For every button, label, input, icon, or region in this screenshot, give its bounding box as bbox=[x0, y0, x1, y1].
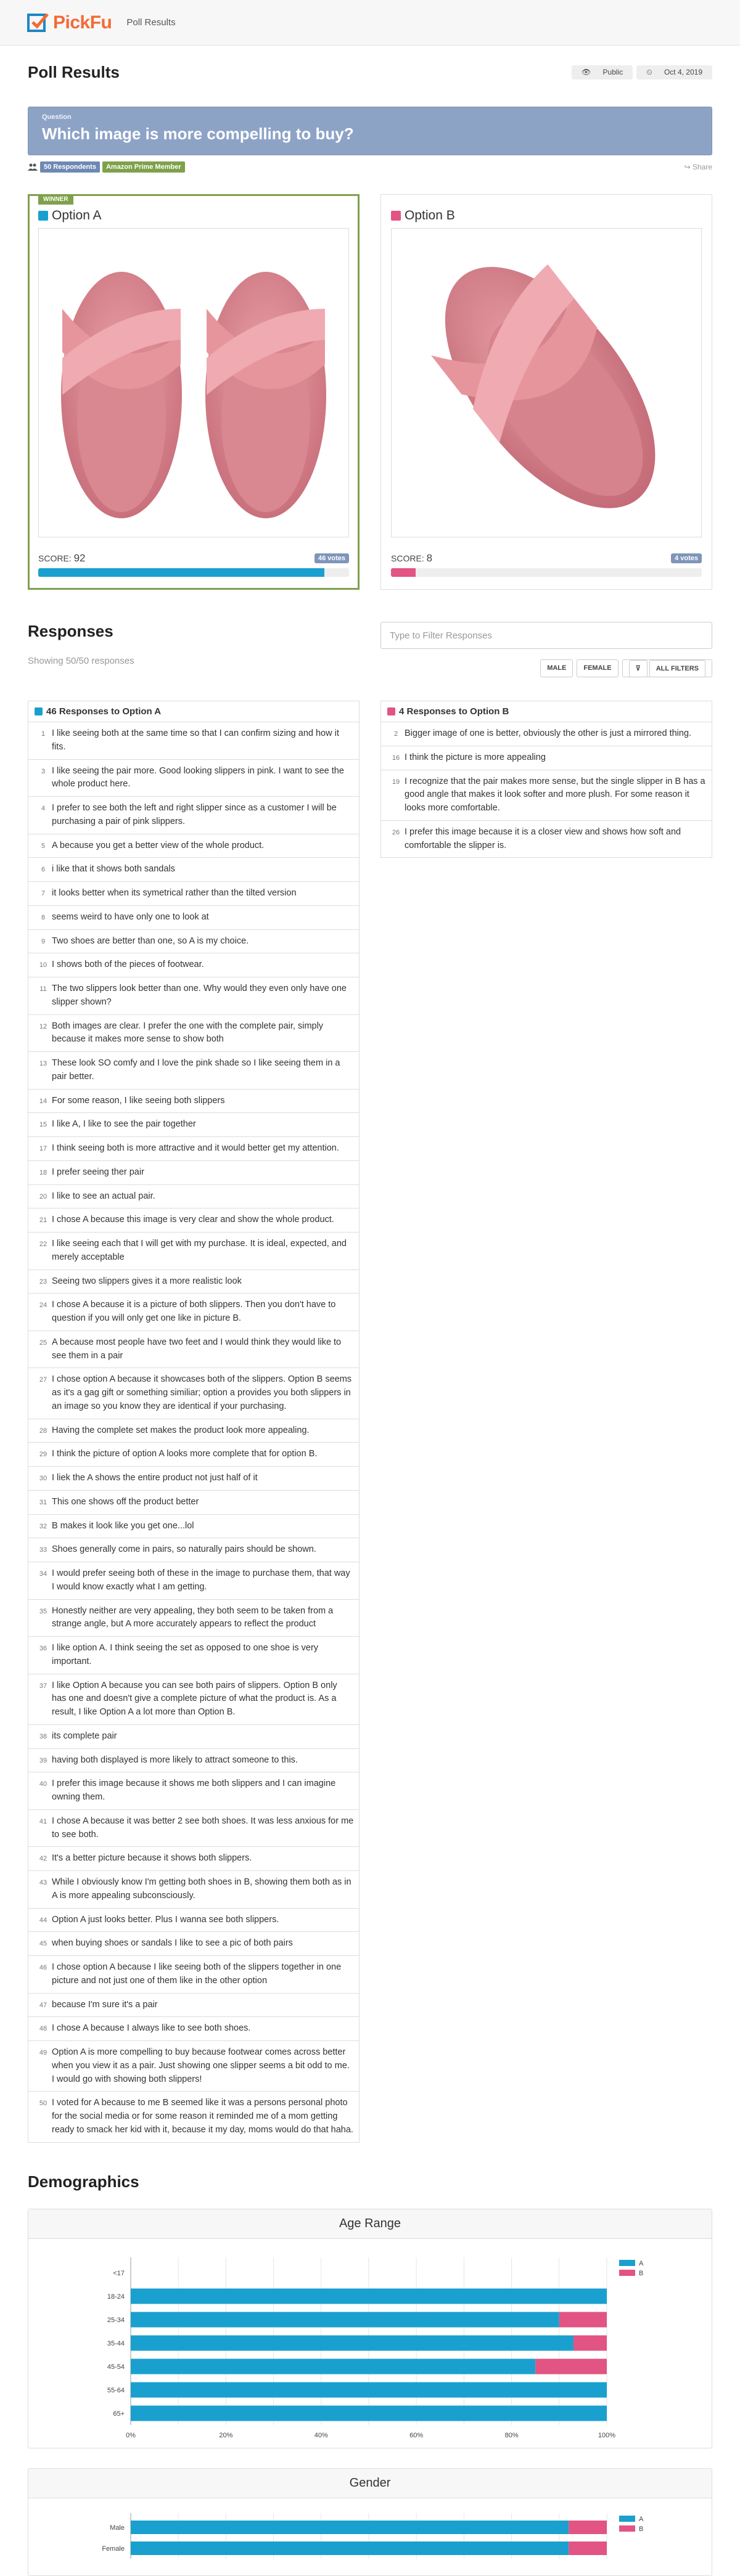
filter-icon: ⊽ bbox=[629, 660, 648, 677]
female-filter-button[interactable]: FEMALE bbox=[577, 659, 618, 677]
response-text: While I obviously know I'm getting both shoes in B, showing them both as in A is more appealing subconsciously. bbox=[52, 1877, 352, 1901]
response-number: 35 bbox=[39, 1607, 47, 1615]
response-item bbox=[28, 1491, 359, 1515]
response-number: 37 bbox=[39, 1682, 47, 1690]
response-text: Option A is more compelling to buy because footwear comes across better when you view it as a pair. Just showing one slipper seems a bit odd to me. I would go with showing both slippers! bbox=[52, 2047, 350, 2084]
score-value: 8 bbox=[426, 552, 433, 564]
response-text: I prefer this image because it is a closer view and shows how soft and comfortable the slipper is. bbox=[405, 826, 681, 850]
response-item bbox=[28, 1871, 359, 1909]
response-text: I prefer seeing ther pair bbox=[52, 1167, 144, 1177]
option-b-responses-header bbox=[381, 701, 712, 722]
response-item bbox=[381, 821, 712, 858]
response-item bbox=[28, 722, 359, 760]
response-text: its complete pair bbox=[52, 1730, 117, 1741]
response-text: I liek the A shows the entire product not just half of it bbox=[52, 1473, 258, 1483]
response-number: 13 bbox=[39, 1060, 47, 1067]
response-text: I chose A because it was better 2 see both shoes. It was less anxious for me to see both. bbox=[52, 1816, 354, 1840]
response-text: I recognize that the pair makes more sense, but the single slipper in B has a good angle that makes it look softer and more plush. For some reason it looks more comfortable. bbox=[405, 776, 705, 813]
score-label: SCORE: bbox=[391, 553, 424, 563]
category-label: 45-54 bbox=[107, 2363, 125, 2371]
bar-b bbox=[569, 2521, 607, 2534]
responses-count: Showing 50/50 responses bbox=[28, 656, 134, 666]
response-number: 32 bbox=[39, 1522, 47, 1530]
option-b-responses-title: 4 Responses to Option B bbox=[399, 706, 509, 717]
response-number: 42 bbox=[39, 1855, 47, 1863]
response-text: I think the picture is more appealing bbox=[405, 752, 546, 762]
option-b-name: Option B bbox=[405, 208, 455, 222]
bar-a bbox=[131, 2541, 569, 2555]
option-b-card[interactable] bbox=[380, 194, 712, 590]
response-text: A because you get a better view of the whole product. bbox=[52, 840, 265, 850]
response-item bbox=[28, 1847, 359, 1871]
response-item bbox=[28, 1909, 359, 1933]
response-text: I chose option A because I like seeing both of the slippers together in one picture and not just one of them like in the other option bbox=[52, 1962, 342, 1986]
response-item bbox=[28, 906, 359, 930]
option-a-responses-title: 46 Responses to Option A bbox=[46, 706, 162, 717]
category-label: 35-44 bbox=[107, 2339, 125, 2347]
single-slipper-image bbox=[401, 235, 691, 531]
legend-label-b: B bbox=[639, 2525, 644, 2533]
response-number: 2 bbox=[393, 730, 398, 738]
all-filters-text: ALL FILTERS bbox=[649, 660, 705, 677]
response-number: 12 bbox=[39, 1022, 47, 1030]
response-number: 47 bbox=[39, 2001, 47, 2009]
x-tick-label: 100% bbox=[598, 2431, 616, 2439]
option-b-swatch bbox=[387, 707, 395, 715]
legend-swatch-a bbox=[619, 2516, 635, 2522]
response-number: 7 bbox=[41, 890, 46, 897]
age-range-chart-svg bbox=[28, 2239, 712, 2445]
all-filters-button[interactable] bbox=[622, 659, 712, 677]
category-label: 25-34 bbox=[107, 2316, 125, 2324]
poll-tags bbox=[28, 161, 712, 173]
response-number: 36 bbox=[39, 1645, 47, 1652]
response-number: 29 bbox=[39, 1451, 47, 1459]
option-b-score-fill bbox=[391, 568, 416, 577]
bar-b bbox=[559, 2312, 607, 2327]
legend-label-a: A bbox=[639, 2259, 644, 2267]
option-a-name: Option A bbox=[52, 208, 102, 222]
response-item bbox=[28, 1137, 359, 1161]
score-value: 92 bbox=[73, 552, 86, 564]
pickfu-logo[interactable] bbox=[27, 12, 112, 33]
response-item bbox=[28, 1538, 359, 1562]
response-item bbox=[28, 1294, 359, 1331]
bar-b bbox=[535, 2358, 607, 2374]
page-title: Poll Results bbox=[28, 63, 120, 81]
bar-a bbox=[131, 2335, 574, 2350]
response-number: 10 bbox=[39, 961, 47, 969]
date-text: Oct 4, 2019 bbox=[659, 65, 707, 79]
response-text: I like A, I like to see the pair together bbox=[52, 1119, 196, 1130]
x-tick-label: 80% bbox=[504, 2431, 519, 2439]
response-item bbox=[28, 1419, 359, 1443]
response-number: 28 bbox=[39, 1427, 47, 1435]
response-text: I chose A because it is a picture of both slippers. Then you don't have to question if you will only get one like in picture B. bbox=[52, 1300, 336, 1323]
response-text: Having the complete set makes the product look more appealing. bbox=[52, 1425, 310, 1435]
response-item bbox=[28, 1674, 359, 1725]
response-item bbox=[28, 1810, 359, 1848]
response-item bbox=[28, 1932, 359, 1956]
option-a-score bbox=[38, 552, 86, 565]
option-b-swatch bbox=[391, 211, 401, 221]
option-a-responses bbox=[28, 701, 360, 2143]
response-number: 38 bbox=[39, 1732, 47, 1740]
male-filter-button[interactable]: MALE bbox=[540, 659, 573, 677]
poll-meta bbox=[572, 65, 712, 79]
responses-header bbox=[28, 622, 712, 677]
response-text: Option A just looks better. Plus I wanna see both slippers. bbox=[52, 1914, 279, 1925]
clock-icon: ⏲ bbox=[641, 65, 657, 79]
response-number: 34 bbox=[39, 1570, 47, 1578]
age-range-chart bbox=[28, 2209, 712, 2448]
response-text: Two shoes are better than one, so A is my choice. bbox=[52, 935, 249, 946]
top-nav bbox=[0, 0, 740, 46]
response-text: I voted for A because to me B seemed like it was a persons personal photo for the social media or for some reason it reminded me of a mom getting ready to smack her kid with it, because it my day, moms would do that haha. bbox=[52, 2098, 353, 2135]
response-text: I would prefer seeing both of these in the image to purchase them, that way I would know exactly what I am getting. bbox=[52, 1568, 350, 1592]
response-text: it looks better when its symetrical rather than the tilted version bbox=[52, 888, 297, 898]
option-b-score-row bbox=[391, 552, 702, 565]
response-item bbox=[28, 882, 359, 906]
response-item bbox=[28, 930, 359, 954]
response-number: 20 bbox=[39, 1192, 47, 1200]
category-label: <17 bbox=[113, 2269, 125, 2277]
option-b-responses bbox=[380, 701, 712, 858]
response-number: 3 bbox=[41, 767, 46, 775]
respondents-tag: 50 Respondents bbox=[40, 161, 100, 173]
option-b-header bbox=[391, 208, 702, 223]
option-b-image[interactable] bbox=[391, 228, 702, 537]
response-text: Bigger image of one is better, obviously the other is just a mirrored thing. bbox=[405, 728, 692, 738]
option-a-score-bar bbox=[38, 568, 349, 577]
question-text: Which image is more compelling to buy? bbox=[42, 124, 354, 143]
option-a-score-row bbox=[38, 552, 349, 565]
response-number: 26 bbox=[392, 828, 400, 836]
response-item bbox=[28, 1185, 359, 1209]
response-number: 9 bbox=[41, 937, 46, 945]
option-a-header bbox=[38, 208, 349, 223]
bar-a bbox=[131, 2288, 607, 2304]
response-number: 46 bbox=[39, 1964, 47, 1971]
response-number: 15 bbox=[39, 1121, 47, 1129]
response-item bbox=[28, 1209, 359, 1233]
response-text: I like Option A because you can see both pairs of slippers. Option B only has one and doesn't give a complete picture of what the product is. As a result, I like Option A a lot more than Option B. bbox=[52, 1680, 337, 1717]
response-text: This one shows off the product better bbox=[52, 1496, 199, 1507]
legend-label-b: B bbox=[639, 2269, 644, 2277]
response-number: 30 bbox=[39, 1475, 47, 1482]
option-a-score-fill bbox=[38, 568, 324, 577]
option-b-score-bar bbox=[391, 568, 702, 577]
response-text: I like seeing both at the same time so that I can confirm sizing and how it fits. bbox=[52, 728, 339, 752]
response-number: 14 bbox=[39, 1097, 47, 1105]
bar-a bbox=[131, 2382, 607, 2397]
response-text: Seeing two slippers gives it a more realistic look bbox=[52, 1276, 242, 1286]
winner-badge: WINNER bbox=[38, 194, 73, 205]
response-number: 19 bbox=[392, 778, 400, 786]
response-item bbox=[28, 953, 359, 977]
response-item bbox=[28, 1600, 359, 1637]
response-text: I think seeing both is more attractive and it would better get my attention. bbox=[52, 1143, 339, 1153]
response-text: Honestly neither are very appealing, they both seem to be taken from a strange angle, but A more accurately appears to reflect the product bbox=[52, 1605, 334, 1629]
response-item bbox=[28, 2041, 359, 2092]
brand-name: PickFu bbox=[53, 12, 112, 33]
option-a-swatch bbox=[38, 211, 48, 221]
response-item bbox=[28, 1956, 359, 1994]
response-text: I prefer to see both the left and right slipper since as a customer I will be purchasing a pair of pink slippers. bbox=[52, 803, 337, 826]
legend-swatch-a bbox=[619, 2260, 635, 2266]
visibility-text: Public bbox=[598, 65, 628, 79]
responses-columns bbox=[28, 701, 712, 2143]
response-number: 41 bbox=[39, 1817, 47, 1825]
response-item bbox=[28, 1467, 359, 1491]
x-tick-label: 20% bbox=[219, 2431, 233, 2439]
response-text: when buying shoes or sandals I like to see a pic of both pairs bbox=[52, 1938, 293, 1949]
response-text: These look SO comfy and I love the pink shade so I like seeing them in a pair better. bbox=[52, 1058, 340, 1082]
response-item bbox=[28, 1368, 359, 1419]
response-item bbox=[28, 760, 359, 797]
response-number: 22 bbox=[39, 1241, 47, 1248]
option-b-votes: 4 votes bbox=[671, 553, 702, 563]
option-a-image[interactable] bbox=[38, 228, 349, 537]
response-number: 33 bbox=[39, 1546, 47, 1554]
response-number: 27 bbox=[39, 1376, 47, 1384]
response-number: 21 bbox=[39, 1217, 47, 1225]
option-a-votes: 46 votes bbox=[314, 553, 349, 563]
option-a-card[interactable] bbox=[28, 194, 360, 590]
category-label: Male bbox=[110, 2524, 125, 2532]
share-icon: ↪ bbox=[684, 163, 691, 171]
response-number: 44 bbox=[39, 1916, 47, 1924]
response-text: The two slippers look better than one. Why would they even only have one slipper shown? bbox=[52, 984, 347, 1007]
response-item bbox=[28, 1270, 359, 1294]
response-item bbox=[28, 1772, 359, 1810]
filter-buttons bbox=[380, 659, 712, 677]
response-text: I chose A because this image is very clear and show the whole product. bbox=[52, 1215, 334, 1225]
share-link[interactable] bbox=[684, 163, 712, 171]
response-text: I chose A because I always like to see both shoes. bbox=[52, 2023, 251, 2034]
response-text: having both displayed is more likely to attract someone to this. bbox=[52, 1755, 298, 1765]
option-b-score bbox=[391, 552, 432, 565]
response-text: A because most people have two feet and I would think they would like to see them in a pair bbox=[52, 1337, 342, 1361]
response-item bbox=[381, 770, 712, 821]
response-text: I think the picture of option A looks more complete that for option B. bbox=[52, 1449, 318, 1459]
legend-swatch-b bbox=[619, 2525, 635, 2532]
response-text: I like option A. I think seeing the set as opposed to one shoe is very important. bbox=[52, 1643, 319, 1666]
response-item bbox=[28, 1233, 359, 1270]
response-text: Shoes generally come in pairs, so naturally pairs should be shown. bbox=[52, 1544, 316, 1555]
slipper-pair-image bbox=[49, 241, 339, 524]
response-number: 23 bbox=[39, 1278, 47, 1286]
response-number: 48 bbox=[39, 2025, 47, 2033]
response-item bbox=[28, 1161, 359, 1185]
response-item bbox=[28, 1015, 359, 1053]
response-number: 6 bbox=[41, 866, 46, 874]
response-text: I chose option A because it showcases both of the slippers. Option B seems as it's a gag gift or something similiar; option a provides you both slippers in an image so you know they are identical if your purchasing. bbox=[52, 1374, 352, 1411]
response-text: For some reason, I like seeing both slippers bbox=[52, 1095, 225, 1106]
response-item bbox=[28, 1994, 359, 2018]
legend-label-a: A bbox=[639, 2515, 644, 2523]
main-content bbox=[28, 63, 712, 2576]
response-item bbox=[28, 1725, 359, 1749]
nav-title: Poll Results bbox=[126, 17, 176, 28]
response-text: It's a better picture because it shows both slippers. bbox=[52, 1853, 252, 1864]
response-item bbox=[28, 1749, 359, 1773]
page-header bbox=[28, 63, 712, 82]
option-a-swatch bbox=[35, 707, 43, 715]
response-item bbox=[28, 1443, 359, 1467]
response-text: seems weird to have only one to look at bbox=[52, 911, 209, 922]
response-text: i like that it shows both sandals bbox=[52, 864, 175, 874]
response-text: I like seeing each that I will get with my purchase. It is ideal, expected, and merely acceptable bbox=[52, 1239, 347, 1262]
response-text: Both images are clear. I prefer the one with the complete pair, simply because it makes more sense to show both bbox=[52, 1021, 324, 1045]
pickfu-check-icon bbox=[27, 12, 49, 33]
response-number: 4 bbox=[41, 805, 46, 812]
panel-tag: Amazon Prime Member bbox=[102, 161, 185, 173]
option-a-responses-header bbox=[28, 701, 359, 722]
response-number: 49 bbox=[39, 2049, 47, 2056]
response-number: 39 bbox=[39, 1756, 47, 1764]
response-number: 18 bbox=[39, 1168, 47, 1176]
response-item bbox=[28, 797, 359, 834]
response-number: 17 bbox=[39, 1145, 47, 1152]
response-number: 24 bbox=[39, 1302, 47, 1310]
response-item bbox=[381, 746, 712, 770]
demographics-title: Demographics bbox=[28, 2172, 139, 2191]
category-label: 18-24 bbox=[107, 2293, 125, 2301]
response-item bbox=[28, 2092, 359, 2142]
visibility-badge bbox=[572, 65, 633, 79]
age-range-chart-title: Age Range bbox=[28, 2209, 712, 2239]
bar-a bbox=[131, 2358, 535, 2374]
response-item bbox=[28, 858, 359, 882]
category-label: Female bbox=[102, 2545, 125, 2553]
filter-responses-input[interactable]: Type to Filter Responses bbox=[380, 622, 712, 649]
legend-swatch-b bbox=[619, 2270, 635, 2276]
bar-a bbox=[131, 2521, 569, 2534]
question-box bbox=[28, 107, 712, 155]
response-text: I shows both of the pieces of footwear. bbox=[52, 960, 204, 970]
date-badge bbox=[636, 65, 712, 79]
category-label: 55-64 bbox=[107, 2386, 125, 2394]
response-item bbox=[28, 1113, 359, 1137]
response-number: 40 bbox=[39, 1780, 47, 1788]
response-number: 25 bbox=[39, 1339, 47, 1347]
response-text: because I'm sure it's a pair bbox=[52, 1999, 158, 2010]
gender-chart bbox=[28, 2468, 712, 2576]
x-tick-label: 0% bbox=[126, 2431, 136, 2439]
response-number: 11 bbox=[39, 985, 47, 993]
response-text: I like to see an actual pair. bbox=[52, 1191, 155, 1201]
response-item bbox=[28, 834, 359, 858]
response-item bbox=[28, 1515, 359, 1539]
response-text: B makes it look like you get one...lol bbox=[52, 1520, 194, 1531]
bar-a bbox=[131, 2405, 607, 2421]
bar-b bbox=[569, 2541, 607, 2555]
response-item bbox=[28, 1090, 359, 1114]
x-tick-label: 40% bbox=[314, 2431, 328, 2439]
response-number: 50 bbox=[39, 2100, 47, 2108]
response-number: 16 bbox=[392, 754, 400, 762]
response-item bbox=[28, 1637, 359, 1674]
response-item bbox=[28, 1052, 359, 1090]
response-number: 1 bbox=[41, 730, 46, 738]
response-number: 43 bbox=[39, 1879, 47, 1886]
response-item bbox=[381, 722, 712, 746]
response-number: 8 bbox=[41, 913, 46, 921]
score-label: SCORE: bbox=[38, 553, 72, 563]
response-item bbox=[28, 1562, 359, 1600]
response-text: I prefer this image because it shows me both slippers and I can imagine owning them. bbox=[52, 1779, 336, 1802]
x-tick-label: 60% bbox=[409, 2431, 424, 2439]
response-number: 45 bbox=[39, 1940, 47, 1948]
response-text: I like seeing the pair more. Good looking slippers in pink. I want to see the whole product here. bbox=[52, 765, 344, 789]
response-item bbox=[28, 2017, 359, 2041]
response-number: 31 bbox=[39, 1498, 47, 1506]
response-item bbox=[28, 977, 359, 1015]
people-icon bbox=[28, 163, 38, 171]
gender-chart-title: Gender bbox=[28, 2469, 712, 2498]
responses-title: Responses bbox=[28, 622, 113, 640]
question-label: Question bbox=[42, 113, 72, 121]
gender-chart-svg bbox=[28, 2498, 712, 2572]
options-row bbox=[28, 194, 712, 590]
response-number: 5 bbox=[41, 842, 46, 850]
share-text: Share bbox=[692, 163, 712, 171]
bar-a bbox=[131, 2312, 559, 2327]
eye-icon: 👁 bbox=[577, 65, 596, 79]
response-item bbox=[28, 1331, 359, 1369]
bar-b bbox=[574, 2335, 607, 2350]
category-label: 65+ bbox=[113, 2410, 125, 2418]
